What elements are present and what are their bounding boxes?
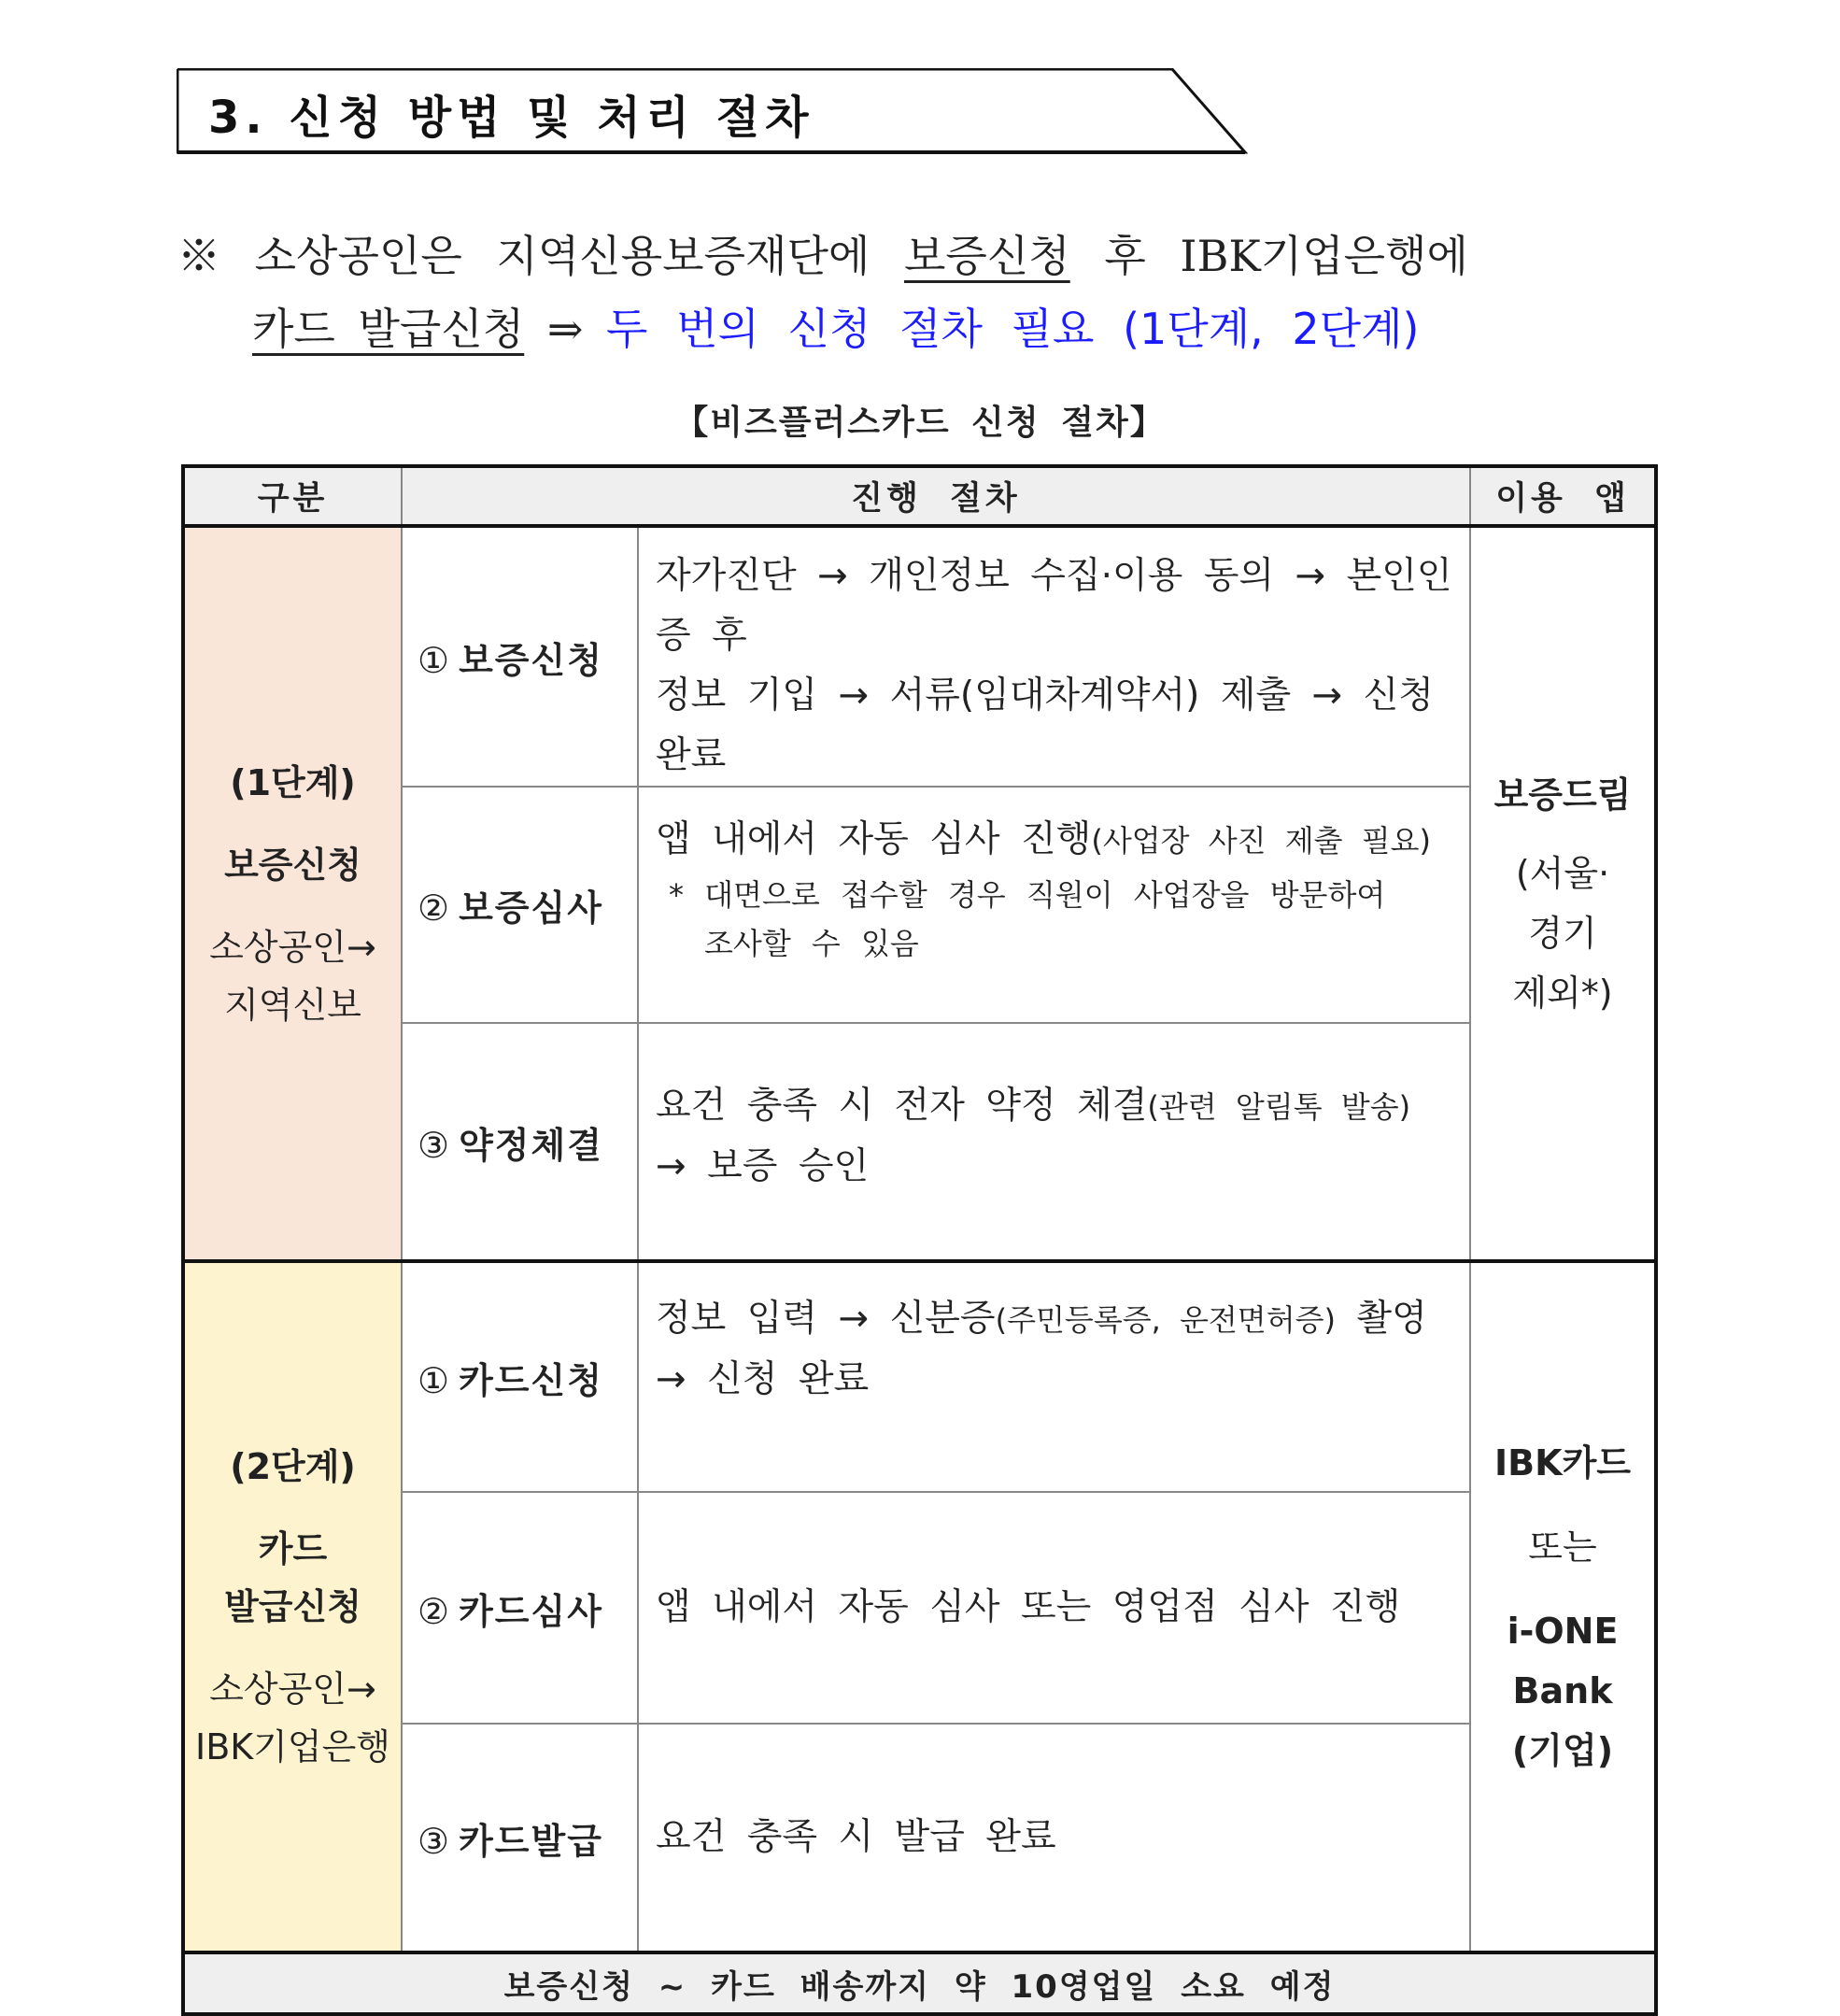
- step-desc: [638, 787, 1470, 1023]
- app-cell-1: [1470, 526, 1656, 1261]
- app-connector: 또는: [1528, 1526, 1597, 1568]
- stage-label: (2단계): [230, 1446, 356, 1487]
- app-name: (기업): [1511, 1730, 1614, 1771]
- footnote-line: * 대면으로 접수할 경우 직원이 사업장을 방문하여: [669, 877, 1386, 913]
- step-label: 약정체결: [459, 1124, 603, 1166]
- desc-line: 정보 입력 → 신분증: [656, 1298, 996, 1340]
- reference-mark: ※: [177, 231, 220, 281]
- step-number: ②: [418, 1590, 450, 1632]
- step-desc: [638, 1492, 1470, 1724]
- stage-name: 보증신청: [224, 844, 361, 886]
- note-text: 소상공인은 지역신용보증재단에: [254, 231, 870, 281]
- table-header-row: [183, 466, 1656, 526]
- step-label: 카드신청: [459, 1359, 603, 1401]
- desc-small: (사업장 사진 제출 필요): [1091, 823, 1432, 859]
- table-caption: 【비즈플러스카드 신청 절차】: [674, 404, 1166, 442]
- stage-flow: IBK기업은행: [194, 1726, 391, 1768]
- implies-arrow: ⇒: [546, 304, 584, 354]
- note-underlined-guarantee: 보증신청: [903, 231, 1070, 281]
- step-label: 카드발급: [459, 1820, 603, 1862]
- app-note: 제외*): [1512, 972, 1613, 1014]
- note-highlight: 두 번의 신청 절차 필요 (1단계, 2단계): [606, 304, 1420, 354]
- header-category: 구분: [183, 466, 402, 526]
- section-title: 3. 신청 방법 및 처리 절차: [208, 92, 814, 144]
- step-desc: [638, 526, 1470, 787]
- desc-line: → 보증 승인: [656, 1145, 870, 1187]
- footer-note: 보증신청 ~ 카드 배송까지 약 10영업일 소요 예정: [183, 1952, 1656, 2014]
- footnote-line: 조사할 수 있음: [704, 926, 919, 961]
- desc-line: 앱 내에서 자동 심사 또는 영업점 심사 진행: [656, 1586, 1401, 1628]
- desc-line: 앱 내에서 자동 심사 진행: [656, 818, 1092, 860]
- header-app: 이용 앱: [1470, 466, 1656, 526]
- step-desc: [638, 1724, 1470, 1952]
- step-label: 보증신청: [459, 639, 603, 681]
- desc-line: 요건 충족 시 전자 약정 체결: [656, 1085, 1148, 1127]
- header-procedure: 진행 절차: [402, 466, 1470, 526]
- step-label: 보증심사: [459, 887, 603, 929]
- step-cell: [402, 1724, 638, 1952]
- app-name: 보증드림: [1493, 774, 1632, 816]
- stage-2-cell: [183, 1261, 402, 1952]
- app-name: i-ONE: [1507, 1611, 1619, 1652]
- step-desc: [638, 1023, 1470, 1261]
- step-number: ①: [418, 1359, 450, 1401]
- stage-flow: 소상공인→: [209, 926, 376, 968]
- stage-flow: 지역신보: [224, 984, 361, 1026]
- note-underlined-card: 카드 발급신청: [252, 304, 525, 354]
- desc-line: 촬영: [1336, 1298, 1427, 1340]
- desc-small: (관련 알림톡 발송): [1147, 1089, 1411, 1125]
- note-line-1: [177, 222, 1468, 284]
- desc-small: (주민등록증, 운전면허증): [995, 1302, 1337, 1338]
- stage-name: 발급신청: [224, 1586, 361, 1627]
- app-note: 경기: [1528, 912, 1597, 954]
- note-text: 후 IBK기업은행에: [1104, 231, 1468, 281]
- stage-1-cell: [183, 526, 402, 1261]
- table-row: [183, 1724, 1656, 1952]
- table-row: [183, 1261, 1656, 1492]
- stage-name: 카드: [258, 1528, 328, 1569]
- app-name: IBK카드: [1494, 1442, 1631, 1484]
- step-number: ②: [418, 887, 450, 929]
- step-cell: [402, 1261, 638, 1492]
- table-footer-row: [183, 1952, 1656, 2014]
- app-name: Bank: [1512, 1670, 1613, 1711]
- step-cell: [402, 526, 638, 787]
- step-number: ①: [418, 639, 450, 681]
- desc-footnote: [656, 871, 1454, 968]
- app-cell-2: [1470, 1261, 1656, 1952]
- stage-flow: 소상공인→: [209, 1668, 376, 1710]
- table-row: [183, 787, 1656, 1023]
- app-note: (서울·: [1515, 852, 1610, 894]
- step-number: ③: [418, 1124, 450, 1166]
- procedure-table: [181, 464, 1658, 2016]
- table-row: [183, 1023, 1656, 1261]
- step-cell: [402, 1492, 638, 1724]
- step-cell: [402, 1023, 638, 1261]
- table-row: [183, 1492, 1656, 1724]
- desc-line: 요건 충족 시 발급 완료: [656, 1816, 1056, 1858]
- note-line-2: [252, 295, 1420, 357]
- table-row: [183, 526, 1656, 787]
- step-desc: [638, 1261, 1470, 1492]
- step-label: 카드심사: [459, 1590, 603, 1632]
- desc-line: 정보 기입 → 서류(임대차계약서) 제출 → 신청 완료: [656, 674, 1434, 776]
- step-number: ③: [418, 1820, 450, 1862]
- stage-label: (1단계): [230, 761, 356, 803]
- desc-line: 자가진단 → 개인정보 수집·이용 동의 → 본인인증 후: [656, 555, 1452, 657]
- step-cell: [402, 787, 638, 1023]
- desc-line: → 신청 완료: [656, 1358, 870, 1400]
- section-title-box: [177, 68, 1246, 153]
